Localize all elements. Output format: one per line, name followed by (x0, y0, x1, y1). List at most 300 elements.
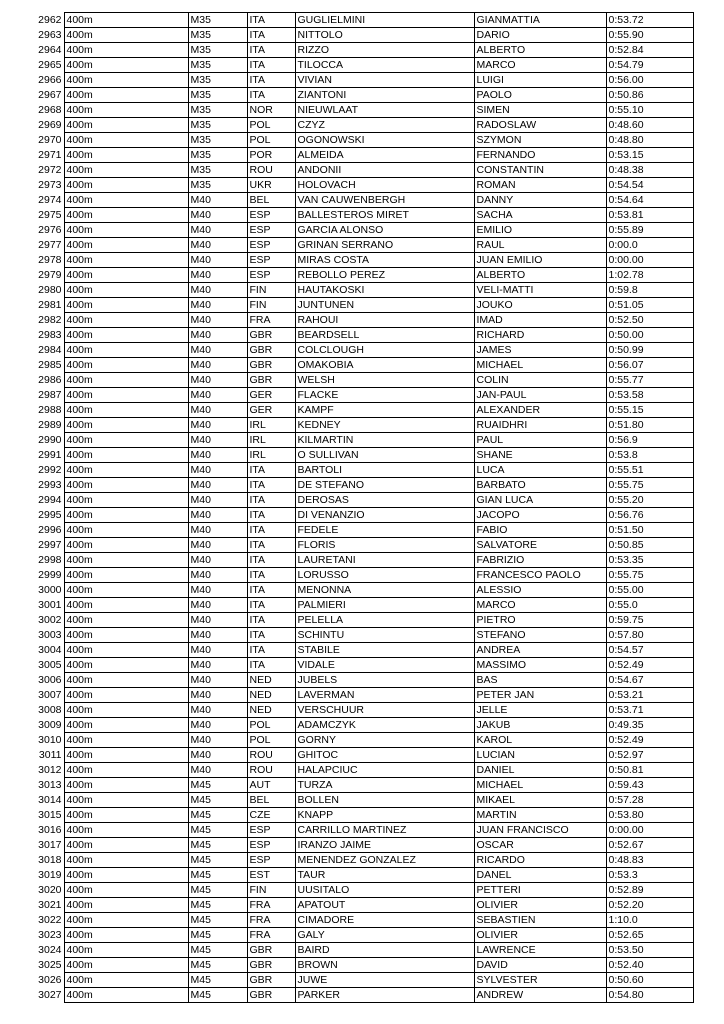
time-cell: 0:57.28 (606, 793, 693, 808)
first-name-cell: KAROL (474, 733, 606, 748)
nation-cell: BEL (247, 793, 295, 808)
surname-cell: KEDNEY (295, 418, 474, 433)
category-cell: M40 (188, 268, 247, 283)
category-cell: M35 (188, 28, 247, 43)
row-number: 3003 (38, 629, 62, 641)
row-number: 3026 (38, 974, 62, 986)
event-cell: 400m (64, 973, 188, 988)
first-name-cell: CONSTANTIN (474, 163, 606, 178)
time-cell: 0:54.80 (606, 988, 693, 1003)
surname-cell: JUWE (295, 973, 474, 988)
event-cell: 400m (64, 793, 188, 808)
event-cell: 400m (64, 58, 188, 73)
row-number: 2966 (38, 74, 62, 86)
row-number: 3009 (38, 719, 62, 731)
category-cell: M45 (188, 943, 247, 958)
surname-cell: BAIRD (295, 943, 474, 958)
nation-cell: ITA (247, 463, 295, 478)
surname-cell: MENONNA (295, 583, 474, 598)
nation-cell: ESP (247, 238, 295, 253)
nation-cell: ESP (247, 268, 295, 283)
table-row (30, 268, 693, 283)
surname-cell: VERSCHUUR (295, 703, 474, 718)
time-cell: 1:02.78 (606, 268, 693, 283)
first-name-cell: MARCO (474, 58, 606, 73)
table-row (30, 373, 693, 388)
first-name-cell: ALEXANDER (474, 403, 606, 418)
table-row (30, 778, 693, 793)
table-row (30, 358, 693, 373)
row-number: 2990 (38, 434, 62, 446)
first-name-cell: GIAN LUCA (474, 493, 606, 508)
event-cell: 400m (64, 898, 188, 913)
first-name-cell: ALBERTO (474, 43, 606, 58)
table-row (30, 88, 693, 103)
nation-cell: GBR (247, 943, 295, 958)
first-name-cell: MASSIMO (474, 658, 606, 673)
row-number: 2981 (38, 299, 62, 311)
table-row (30, 703, 693, 718)
row-number: 2977 (38, 239, 62, 251)
first-name-cell: JUAN EMILIO (474, 253, 606, 268)
nation-cell: FIN (247, 883, 295, 898)
row-number: 2993 (38, 479, 62, 491)
category-cell: M45 (188, 928, 247, 943)
time-cell: 0:55.89 (606, 223, 693, 238)
time-cell: 0:52.20 (606, 898, 693, 913)
nation-cell: ITA (247, 658, 295, 673)
nation-cell: ROU (247, 748, 295, 763)
table-row (30, 433, 693, 448)
row-number: 2988 (38, 404, 62, 416)
nation-cell: UKR (247, 178, 295, 193)
nation-cell: EST (247, 868, 295, 883)
first-name-cell: SHANE (474, 448, 606, 463)
event-cell: 400m (64, 118, 188, 133)
nation-cell: ITA (247, 73, 295, 88)
row-number: 2974 (38, 194, 62, 206)
nation-cell: ITA (247, 553, 295, 568)
table-row (30, 238, 693, 253)
surname-cell: VAN CAUWENBERGH (295, 193, 474, 208)
time-cell: 0:53.15 (606, 148, 693, 163)
time-cell: 0:54.67 (606, 673, 693, 688)
row-number: 2997 (38, 539, 62, 551)
table-row (30, 418, 693, 433)
surname-cell: ZIANTONI (295, 88, 474, 103)
first-name-cell: JELLE (474, 703, 606, 718)
event-cell: 400m (64, 493, 188, 508)
row-number: 3018 (38, 854, 62, 866)
category-cell: M45 (188, 883, 247, 898)
event-cell: 400m (64, 388, 188, 403)
surname-cell: GRINAN SERRANO (295, 238, 474, 253)
time-cell: 0:55.00 (606, 583, 693, 598)
table-row (30, 718, 693, 733)
event-cell: 400m (64, 28, 188, 43)
table-row (30, 118, 693, 133)
time-cell: 0:53.50 (606, 943, 693, 958)
nation-cell: ITA (247, 28, 295, 43)
table-row (30, 733, 693, 748)
table-row (30, 58, 693, 73)
surname-cell: VIVIAN (295, 73, 474, 88)
row-number: 3002 (38, 614, 62, 626)
nation-cell: ITA (247, 13, 295, 28)
nation-cell: ITA (247, 43, 295, 58)
category-cell: M40 (188, 583, 247, 598)
category-cell: M45 (188, 808, 247, 823)
surname-cell: KNAPP (295, 808, 474, 823)
first-name-cell: EMILIO (474, 223, 606, 238)
surname-cell: TURZA (295, 778, 474, 793)
table-row (30, 868, 693, 883)
category-cell: M40 (188, 733, 247, 748)
table-row (30, 628, 693, 643)
nation-cell: IRL (247, 418, 295, 433)
nation-cell: ESP (247, 253, 295, 268)
surname-cell: BROWN (295, 958, 474, 973)
nation-cell: ESP (247, 208, 295, 223)
first-name-cell: MICHAEL (474, 358, 606, 373)
event-cell: 400m (64, 703, 188, 718)
event-cell: 400m (64, 943, 188, 958)
table-row (30, 148, 693, 163)
table-row (30, 913, 693, 928)
category-cell: M45 (188, 838, 247, 853)
category-cell: M35 (188, 103, 247, 118)
table-row (30, 223, 693, 238)
category-cell: M35 (188, 73, 247, 88)
category-cell: M35 (188, 58, 247, 73)
surname-cell: UUSITALO (295, 883, 474, 898)
category-cell: M40 (188, 283, 247, 298)
first-name-cell: FABIO (474, 523, 606, 538)
row-number: 2969 (38, 119, 62, 131)
first-name-cell: RAUL (474, 238, 606, 253)
time-cell: 0:54.54 (606, 178, 693, 193)
first-name-cell: JOUKO (474, 298, 606, 313)
event-cell: 400m (64, 268, 188, 283)
category-cell: M40 (188, 493, 247, 508)
nation-cell: AUT (247, 778, 295, 793)
table-row (30, 283, 693, 298)
table-row (30, 883, 693, 898)
table-row (30, 763, 693, 778)
surname-cell: PELELLA (295, 613, 474, 628)
surname-cell: OGONOWSKI (295, 133, 474, 148)
time-cell: 0:53.72 (606, 13, 693, 28)
table-row (30, 478, 693, 493)
surname-cell: HALAPCIUC (295, 763, 474, 778)
row-number: 2973 (38, 179, 62, 191)
first-name-cell: LAWRENCE (474, 943, 606, 958)
nation-cell: ITA (247, 508, 295, 523)
event-cell: 400m (64, 418, 188, 433)
nation-cell: ITA (247, 478, 295, 493)
row-number: 2964 (38, 44, 62, 56)
nation-cell: GBR (247, 373, 295, 388)
time-cell: 0:00.0 (606, 238, 693, 253)
time-cell: 0:54.64 (606, 193, 693, 208)
surname-cell: LAVERMAN (295, 688, 474, 703)
surname-cell: GHITOC (295, 748, 474, 763)
event-cell: 400m (64, 598, 188, 613)
event-cell: 400m (64, 568, 188, 583)
event-cell: 400m (64, 43, 188, 58)
time-cell: 0:54.79 (606, 58, 693, 73)
first-name-cell: STEFANO (474, 628, 606, 643)
time-cell: 0:59.8 (606, 283, 693, 298)
surname-cell: DI VENANZIO (295, 508, 474, 523)
row-number: 3027 (38, 989, 62, 1001)
category-cell: M45 (188, 793, 247, 808)
time-cell: 0:48.38 (606, 163, 693, 178)
table-row (30, 538, 693, 553)
time-cell: 0:51.50 (606, 523, 693, 538)
table-row (30, 943, 693, 958)
surname-cell: O SULLIVAN (295, 448, 474, 463)
event-cell: 400m (64, 328, 188, 343)
surname-cell: LAURETANI (295, 553, 474, 568)
time-cell: 0:50.99 (606, 343, 693, 358)
category-cell: M35 (188, 163, 247, 178)
category-cell: M40 (188, 358, 247, 373)
first-name-cell: ALBERTO (474, 268, 606, 283)
first-name-cell: JUAN FRANCISCO (474, 823, 606, 838)
table-row (30, 583, 693, 598)
time-cell: 0:59.43 (606, 778, 693, 793)
category-cell: M35 (188, 148, 247, 163)
surname-cell: ALMEIDA (295, 148, 474, 163)
event-cell: 400m (64, 643, 188, 658)
table-row (30, 73, 693, 88)
event-cell: 400m (64, 478, 188, 493)
time-cell: 0:56.76 (606, 508, 693, 523)
surname-cell: TAUR (295, 868, 474, 883)
row-number: 3019 (38, 869, 62, 881)
time-cell: 0:53.71 (606, 703, 693, 718)
category-cell: M40 (188, 643, 247, 658)
category-cell: M35 (188, 13, 247, 28)
row-number: 3014 (38, 794, 62, 806)
nation-cell: FRA (247, 913, 295, 928)
nation-cell: ITA (247, 58, 295, 73)
surname-cell: BARTOLI (295, 463, 474, 478)
category-cell: M40 (188, 523, 247, 538)
time-cell: 0:52.50 (606, 313, 693, 328)
table-row (30, 163, 693, 178)
surname-cell: FLACKE (295, 388, 474, 403)
event-cell: 400m (64, 718, 188, 733)
first-name-cell: SZYMON (474, 133, 606, 148)
table-row (30, 133, 693, 148)
nation-cell: POL (247, 118, 295, 133)
surname-cell: GARCIA ALONSO (295, 223, 474, 238)
table-row (30, 973, 693, 988)
table-row (30, 178, 693, 193)
first-name-cell: ANDREW (474, 988, 606, 1003)
row-number: 3013 (38, 779, 62, 791)
nation-cell: GBR (247, 958, 295, 973)
nation-cell: POR (247, 148, 295, 163)
nation-cell: ESP (247, 223, 295, 238)
first-name-cell: SALVATORE (474, 538, 606, 553)
first-name-cell: MARTIN (474, 808, 606, 823)
first-name-cell: MARCO (474, 598, 606, 613)
nation-cell: FRA (247, 928, 295, 943)
time-cell: 0:54.57 (606, 643, 693, 658)
event-cell: 400m (64, 148, 188, 163)
row-number: 3024 (38, 944, 62, 956)
category-cell: M40 (188, 328, 247, 343)
row-number: 2986 (38, 374, 62, 386)
table-row (30, 613, 693, 628)
category-cell: M40 (188, 343, 247, 358)
table-row (30, 388, 693, 403)
event-cell: 400m (64, 778, 188, 793)
time-cell: 0:55.75 (606, 568, 693, 583)
row-number: 3008 (38, 704, 62, 716)
first-name-cell: ALESSIO (474, 583, 606, 598)
first-name-cell: OLIVIER (474, 928, 606, 943)
table-row (30, 553, 693, 568)
category-cell: M40 (188, 478, 247, 493)
event-cell: 400m (64, 343, 188, 358)
nation-cell: FIN (247, 283, 295, 298)
first-name-cell: OLIVIER (474, 898, 606, 913)
table-row (30, 673, 693, 688)
time-cell: 0:56.00 (606, 73, 693, 88)
time-cell: 0:00.00 (606, 823, 693, 838)
row-number: 3011 (38, 749, 62, 761)
category-cell: M40 (188, 673, 247, 688)
row-number: 3007 (38, 689, 62, 701)
time-cell: 0:00.00 (606, 253, 693, 268)
first-name-cell: COLIN (474, 373, 606, 388)
event-cell: 400m (64, 553, 188, 568)
row-number: 2985 (38, 359, 62, 371)
row-number: 2978 (38, 254, 62, 266)
time-cell: 0:50.85 (606, 538, 693, 553)
results-table-body (30, 13, 693, 1003)
first-name-cell: RICARDO (474, 853, 606, 868)
time-cell: 0:52.49 (606, 658, 693, 673)
first-name-cell: MIKAEL (474, 793, 606, 808)
first-name-cell: SYLVESTER (474, 973, 606, 988)
nation-cell: NED (247, 688, 295, 703)
category-cell: M45 (188, 958, 247, 973)
event-cell: 400m (64, 748, 188, 763)
time-cell: 0:50.86 (606, 88, 693, 103)
nation-cell: ITA (247, 493, 295, 508)
first-name-cell: PETER JAN (474, 688, 606, 703)
category-cell: M35 (188, 88, 247, 103)
category-cell: M40 (188, 388, 247, 403)
row-number: 3022 (38, 914, 62, 926)
category-cell: M45 (188, 973, 247, 988)
first-name-cell: IMAD (474, 313, 606, 328)
event-cell: 400m (64, 538, 188, 553)
nation-cell: ITA (247, 628, 295, 643)
table-row (30, 43, 693, 58)
surname-cell: DEROSAS (295, 493, 474, 508)
nation-cell: ITA (247, 538, 295, 553)
table-row (30, 988, 693, 1003)
surname-cell: CZYZ (295, 118, 474, 133)
row-number: 2963 (38, 29, 62, 41)
time-cell: 0:52.89 (606, 883, 693, 898)
row-number: 3021 (38, 899, 62, 911)
first-name-cell: LUCA (474, 463, 606, 478)
surname-cell: SCHINTU (295, 628, 474, 643)
surname-cell: LORUSSO (295, 568, 474, 583)
first-name-cell: RUAIDHRI (474, 418, 606, 433)
category-cell: M40 (188, 403, 247, 418)
surname-cell: TILOCCA (295, 58, 474, 73)
event-cell: 400m (64, 133, 188, 148)
first-name-cell: LUIGI (474, 73, 606, 88)
table-row (30, 658, 693, 673)
surname-cell: GALY (295, 928, 474, 943)
table-row (30, 688, 693, 703)
row-number: 2970 (38, 134, 62, 146)
time-cell: 0:52.97 (606, 748, 693, 763)
category-cell: M45 (188, 853, 247, 868)
category-cell: M40 (188, 763, 247, 778)
nation-cell: FIN (247, 298, 295, 313)
table-row (30, 193, 693, 208)
surname-cell: NIEUWLAAT (295, 103, 474, 118)
table-row (30, 568, 693, 583)
row-number: 2999 (38, 569, 62, 581)
row-number: 3004 (38, 644, 62, 656)
nation-cell: POL (247, 733, 295, 748)
event-cell: 400m (64, 838, 188, 853)
event-cell: 400m (64, 958, 188, 973)
category-cell: M40 (188, 538, 247, 553)
results-table (30, 12, 694, 1003)
category-cell: M40 (188, 508, 247, 523)
first-name-cell: JAKUB (474, 718, 606, 733)
surname-cell: FLORIS (295, 538, 474, 553)
category-cell: M35 (188, 178, 247, 193)
nation-cell: GBR (247, 973, 295, 988)
first-name-cell: FRANCESCO PAOLO (474, 568, 606, 583)
row-number: 2984 (38, 344, 62, 356)
table-row (30, 403, 693, 418)
surname-cell: OMAKOBIA (295, 358, 474, 373)
surname-cell: PARKER (295, 988, 474, 1003)
nation-cell: FRA (247, 898, 295, 913)
surname-cell: DE STEFANO (295, 478, 474, 493)
event-cell: 400m (64, 763, 188, 778)
row-number: 2979 (38, 269, 62, 281)
first-name-cell: SIMEN (474, 103, 606, 118)
event-cell: 400m (64, 883, 188, 898)
surname-cell: BEARDSELL (295, 328, 474, 343)
event-cell: 400m (64, 283, 188, 298)
category-cell: M40 (188, 718, 247, 733)
category-cell: M40 (188, 208, 247, 223)
row-number: 2982 (38, 314, 62, 326)
row-number: 3020 (38, 884, 62, 896)
category-cell: M45 (188, 868, 247, 883)
first-name-cell: JAMES (474, 343, 606, 358)
surname-cell: GORNY (295, 733, 474, 748)
event-cell: 400m (64, 193, 188, 208)
table-row (30, 958, 693, 973)
